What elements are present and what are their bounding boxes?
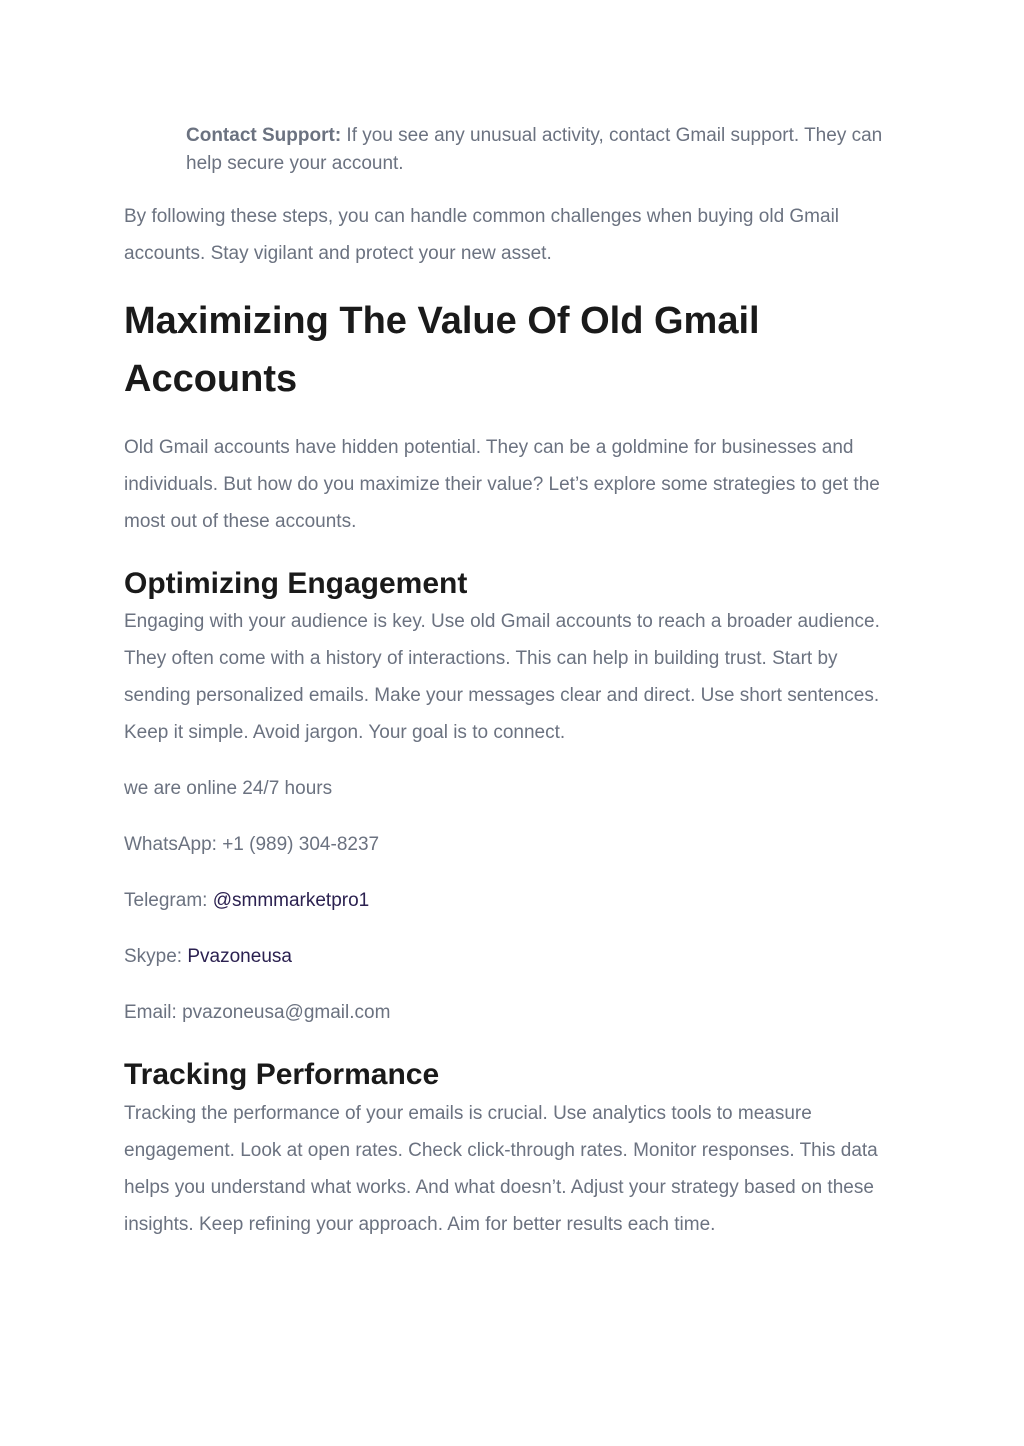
skype-label: Skype: [124,946,188,967]
email-text: Email: pvazoneusa@gmail.com [124,1002,391,1023]
telegram-label: Telegram: [124,890,213,911]
online-hours-text: we are online 24/7 hours [124,778,333,799]
telegram-link[interactable]: @smmmarketpro1 [212,890,370,911]
telegram-line [124,887,900,915]
engagement-paragraph: Engaging with your audience is key. Use old Gmail accounts to reach a broader audience. They often come with a history of interactions. This can help in building trust. Start by sending personalized emails. Make your messages clear and direct. Use short sentences. Keep it simple. Avoid jargon. Your goal is to connect. [124,611,880,743]
contact-support-list-item [186,122,898,178]
heading-optimizing-engagement: Optimizing Engagement [124,567,468,600]
contact-support-label: Contact Support: [186,125,342,146]
skype-line [124,943,900,971]
whatsapp-text: WhatsApp: +1 (989) 304-8237 [124,834,380,855]
following-steps-paragraph: By following these steps, you can handle common challenges when buying old Gmail accounts. Stay vigilant and protect your new asset. [124,206,840,264]
heading-maximizing-value: Maximizing The Value Of Old Gmail Accounts [124,300,760,400]
tracking-paragraph: Tracking the performance of your emails is crucial. Use analytics tools to measure engagement. Look at open rates. Check click-through rates. Monitor responses. This data helps you understand what works. And what doesn’t. Adjust your strategy based on these insights. Keep refining your approach. Aim for better results each time. [124,1103,878,1235]
intro-paragraph: Old Gmail accounts have hidden potential. They can be a goldmine for businesses and individuals. But how do you maximize their value? Let’s explore some strategies to get the most out of these accounts. [124,437,880,532]
contact-support-text: If you see any unusual activity, contact Gmail support. They can help secure your account. [186,125,883,174]
heading-tracking-performance: Tracking Performance [124,1058,440,1091]
skype-link[interactable]: Pvazoneusa [187,946,292,967]
